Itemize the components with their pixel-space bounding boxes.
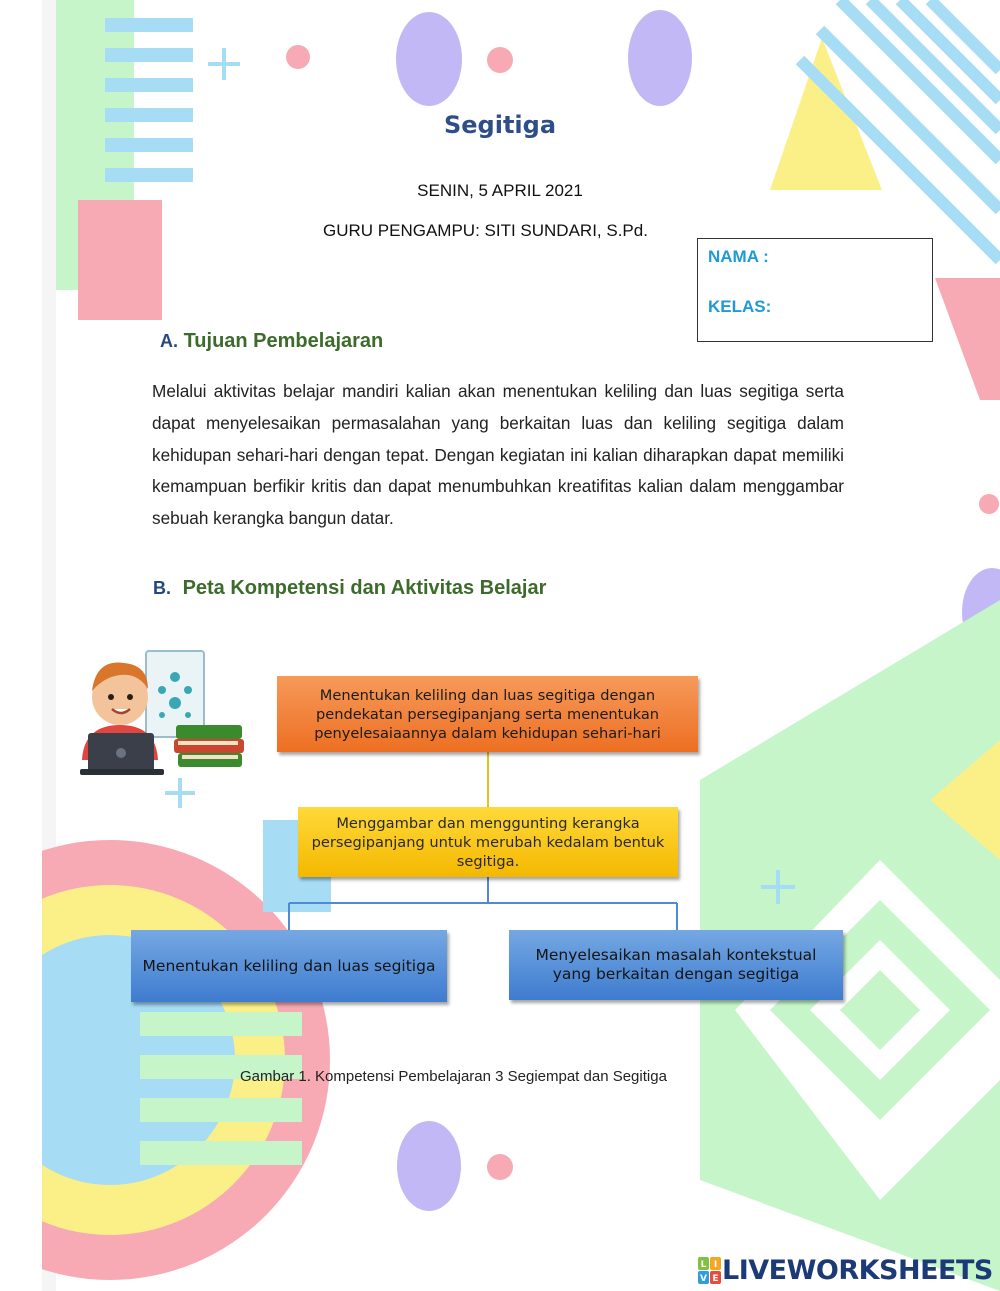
flowchart-middle-text: Menggambar dan menggunting kerangka persegipanjang untuk merubah kedalam bentuk segitiga. bbox=[311, 814, 665, 870]
flowchart-right-box bbox=[509, 930, 843, 1000]
badge-letter-i: I bbox=[713, 1259, 718, 1270]
flowchart-top-text: Menentukan keliling dan luas segitiga dengan pendekatan persegipanjang serta menentukan penyelesaiaannya dalam kehidupan sehari-hari bbox=[314, 686, 661, 742]
liveworksheets-logo bbox=[698, 1255, 993, 1286]
flowchart-middle-box bbox=[298, 807, 678, 877]
figure-caption: Gambar 1. Kompetensi Pembelajaran 3 Segiempat dan Segitiga bbox=[240, 1068, 667, 1085]
section-b-letter: B. bbox=[153, 578, 171, 598]
date-line: SENIN, 5 APRIL 2021 bbox=[417, 181, 583, 200]
badge-letter-e: E bbox=[712, 1273, 719, 1284]
flowchart-left-box bbox=[131, 930, 447, 1002]
badge-letter-v: V bbox=[700, 1273, 707, 1284]
page-title: Segitiga bbox=[443, 111, 557, 139]
section-a-title: Tujuan Pembelajaran bbox=[183, 330, 384, 352]
flowchart-top-box bbox=[277, 676, 698, 752]
teacher-line: GURU PENGAMPU: SITI SUNDARI, S.Pd. bbox=[323, 221, 648, 240]
section-b-title: Peta Kompetensi dan Aktivitas Belajar bbox=[182, 577, 547, 599]
flowchart-right-text: Menyelesaikan masalah kontekstual yang berkaitan dengan segitiga bbox=[535, 946, 817, 983]
learning-objective-paragraph: Melalui aktivitas belajar mandiri kalian akan menentukan keliling dan luas segitiga serta dapat menyelesaikan permasalahan yang berkaitan luas dan keliling segitiga dalam kehidupan sehari-hari dengan tepat. Dengan kegiatan ini kalian diharapkan dapat memiliki kemampuan berfikir kritis dan dapat menumbuhkan kreatifitas kalian dalam menggambar sebuah kerangka bangun datar. bbox=[152, 381, 844, 529]
class-label: KELAS: bbox=[708, 297, 772, 316]
name-label: NAMA : bbox=[708, 247, 769, 266]
section-a-letter: A. bbox=[160, 331, 178, 351]
liveworksheets-badge-icon bbox=[698, 1257, 722, 1285]
badge-letter-l: L bbox=[700, 1259, 707, 1270]
flowchart-left-text: Menentukan keliling dan luas segitiga bbox=[142, 956, 436, 975]
liveworksheets-wordmark: LIVEWORKSHEETS bbox=[722, 1255, 993, 1286]
